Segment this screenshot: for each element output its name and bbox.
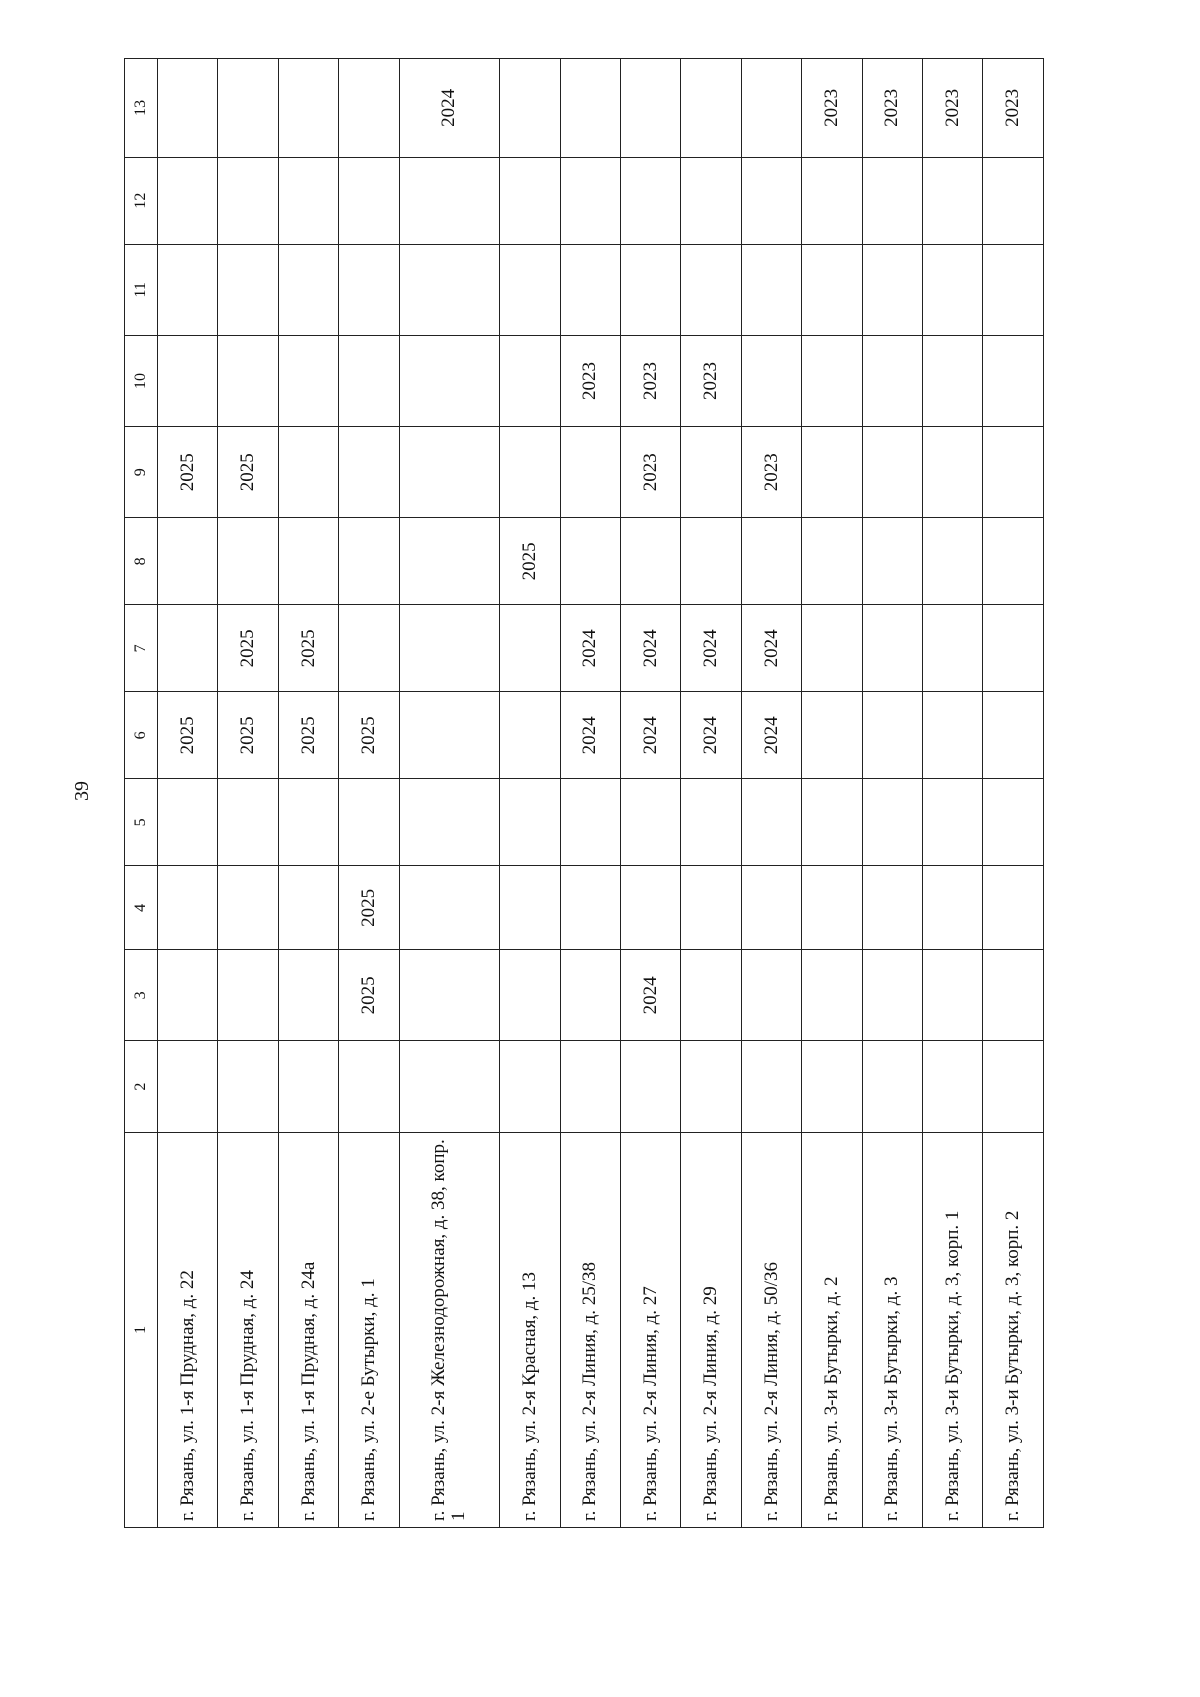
- year-cell-col-11: [862, 244, 922, 335]
- year-cell-col-11: [399, 244, 499, 335]
- year-cell-col-11: [983, 244, 1044, 335]
- year-cell-col-5: [158, 779, 218, 866]
- year-cell-col-13: [620, 59, 680, 158]
- column-header-5: 5: [125, 779, 158, 866]
- year-cell-col-8: [983, 518, 1044, 605]
- year-cell-col-11: [339, 244, 399, 335]
- address-cell: г. Рязань, ул. 2-я Линия, д. 27: [620, 1132, 680, 1527]
- year-cell-col-9: [278, 427, 338, 518]
- address-cell: г. Рязань, ул. 1-я Прудная, д. 24: [218, 1132, 278, 1527]
- table-row: [500, 59, 560, 1528]
- year-cell-col-13: [500, 59, 560, 158]
- address-cell: г. Рязань, ул. 2-я Красная, д. 13: [500, 1132, 560, 1527]
- year-cell-col-6: 2024: [560, 692, 620, 779]
- column-header-10: 10: [125, 335, 158, 426]
- table-row: [862, 59, 922, 1528]
- year-cell-col-2: [741, 1041, 801, 1132]
- column-header-4: 4: [125, 866, 158, 950]
- year-cell-col-5: [741, 779, 801, 866]
- year-cell-col-8: 2025: [500, 518, 560, 605]
- year-cell-col-9: [560, 427, 620, 518]
- year-cell-col-12: [741, 157, 801, 244]
- year-cell-col-9: [681, 427, 741, 518]
- column-header-8: 8: [125, 518, 158, 605]
- year-cell-col-4: 2025: [339, 866, 399, 950]
- year-cell-col-13: 2023: [862, 59, 922, 158]
- year-cell-col-6: [500, 692, 560, 779]
- year-cell-col-3: [923, 950, 983, 1041]
- year-cell-col-7: 2024: [741, 605, 801, 692]
- year-cell-col-8: [862, 518, 922, 605]
- table-row: [399, 59, 499, 1528]
- year-cell-col-4: [983, 866, 1044, 950]
- year-cell-col-11: [218, 244, 278, 335]
- schedule-table: [124, 58, 1044, 1528]
- year-cell-col-10: [862, 335, 922, 426]
- year-cell-col-7: 2024: [620, 605, 680, 692]
- year-cell-col-8: [560, 518, 620, 605]
- year-cell-col-9: [500, 427, 560, 518]
- year-cell-col-12: [500, 157, 560, 244]
- column-header-6: 6: [125, 692, 158, 779]
- address-cell: г. Рязань, ул. 2-я Линия, д. 25/38: [560, 1132, 620, 1527]
- year-cell-col-4: [278, 866, 338, 950]
- year-cell-col-2: [158, 1041, 218, 1132]
- year-cell-col-10: [339, 335, 399, 426]
- column-header-12: 12: [125, 157, 158, 244]
- year-cell-col-5: [923, 779, 983, 866]
- year-cell-col-7: 2025: [278, 605, 338, 692]
- year-cell-col-10: [500, 335, 560, 426]
- year-cell-col-10: [278, 335, 338, 426]
- header-row: [125, 59, 158, 1528]
- year-cell-col-10: 2023: [681, 335, 741, 426]
- year-cell-col-9: 2025: [218, 427, 278, 518]
- year-cell-col-7: [802, 605, 862, 692]
- year-cell-col-7: [923, 605, 983, 692]
- year-cell-col-11: [802, 244, 862, 335]
- year-cell-col-7: [983, 605, 1044, 692]
- address-cell: г. Рязань, ул. 1-я Прудная, д. 22: [158, 1132, 218, 1527]
- year-cell-col-10: 2023: [620, 335, 680, 426]
- year-cell-col-6: 2025: [218, 692, 278, 779]
- year-cell-col-12: [158, 157, 218, 244]
- page-number: 39: [71, 781, 93, 801]
- rotated-table-frame: [124, 58, 1044, 1528]
- year-cell-col-13: [278, 59, 338, 158]
- address-cell: г. Рязань, ул. 2-я Железнодорожная, д. 38, копр. 1: [399, 1132, 499, 1527]
- year-cell-col-9: 2023: [741, 427, 801, 518]
- year-cell-col-8: [399, 518, 499, 605]
- table-row: [278, 59, 338, 1528]
- table-row: [923, 59, 983, 1528]
- year-cell-col-6: [399, 692, 499, 779]
- year-cell-col-4: [500, 866, 560, 950]
- table-row: [802, 59, 862, 1528]
- column-header-3: 3: [125, 950, 158, 1041]
- year-cell-col-8: [218, 518, 278, 605]
- year-cell-col-3: [158, 950, 218, 1041]
- year-cell-col-2: [802, 1041, 862, 1132]
- address-cell: г. Рязань, ул. 3-и Бутырки, д. 3, корп. 2: [983, 1132, 1044, 1527]
- year-cell-col-11: [923, 244, 983, 335]
- year-cell-col-9: 2023: [620, 427, 680, 518]
- address-cell: г. Рязань, ул. 2-е Бутырки, д. 1: [339, 1132, 399, 1527]
- year-cell-col-13: 2023: [802, 59, 862, 158]
- year-cell-col-12: [339, 157, 399, 244]
- year-cell-col-11: [681, 244, 741, 335]
- column-header-2: 2: [125, 1041, 158, 1132]
- year-cell-col-6: [923, 692, 983, 779]
- year-cell-col-13: 2023: [983, 59, 1044, 158]
- year-cell-col-7: 2024: [560, 605, 620, 692]
- address-cell: г. Рязань, ул. 2-я Линия, д. 29: [681, 1132, 741, 1527]
- year-cell-col-7: [158, 605, 218, 692]
- year-cell-col-9: [339, 427, 399, 518]
- year-cell-col-12: [681, 157, 741, 244]
- year-cell-col-2: [862, 1041, 922, 1132]
- year-cell-col-4: [560, 866, 620, 950]
- column-header-13: 13: [125, 59, 158, 158]
- year-cell-col-3: [399, 950, 499, 1041]
- year-cell-col-7: 2024: [681, 605, 741, 692]
- year-cell-col-9: 2025: [158, 427, 218, 518]
- year-cell-col-3: 2025: [339, 950, 399, 1041]
- year-cell-col-12: [278, 157, 338, 244]
- table-row: [620, 59, 680, 1528]
- year-cell-col-5: [681, 779, 741, 866]
- year-cell-col-4: [923, 866, 983, 950]
- year-cell-col-5: [862, 779, 922, 866]
- year-cell-col-2: [983, 1041, 1044, 1132]
- year-cell-col-11: [500, 244, 560, 335]
- address-cell: г. Рязань, ул. 3-и Бутырки, д. 2: [802, 1132, 862, 1527]
- year-cell-col-13: 2023: [923, 59, 983, 158]
- year-cell-col-4: [399, 866, 499, 950]
- year-cell-col-3: 2024: [620, 950, 680, 1041]
- year-cell-col-4: [620, 866, 680, 950]
- year-cell-col-6: 2024: [741, 692, 801, 779]
- year-cell-col-6: 2025: [158, 692, 218, 779]
- year-cell-col-10: [741, 335, 801, 426]
- year-cell-col-13: [339, 59, 399, 158]
- year-cell-col-5: [560, 779, 620, 866]
- year-cell-col-6: [983, 692, 1044, 779]
- year-cell-col-5: [620, 779, 680, 866]
- year-cell-col-5: [218, 779, 278, 866]
- year-cell-col-12: [399, 157, 499, 244]
- year-cell-col-8: [339, 518, 399, 605]
- table-row: [218, 59, 278, 1528]
- year-cell-col-5: [278, 779, 338, 866]
- year-cell-col-12: [862, 157, 922, 244]
- year-cell-col-4: [802, 866, 862, 950]
- year-cell-col-13: [560, 59, 620, 158]
- year-cell-col-3: [560, 950, 620, 1041]
- year-cell-col-11: [741, 244, 801, 335]
- year-cell-col-5: [500, 779, 560, 866]
- year-cell-col-5: [802, 779, 862, 866]
- table-row: [983, 59, 1044, 1528]
- year-cell-col-3: [278, 950, 338, 1041]
- year-cell-col-2: [560, 1041, 620, 1132]
- year-cell-col-10: [218, 335, 278, 426]
- year-cell-col-6: 2024: [620, 692, 680, 779]
- table-body: [158, 59, 1044, 1528]
- year-cell-col-11: [620, 244, 680, 335]
- year-cell-col-12: [620, 157, 680, 244]
- year-cell-col-6: 2025: [278, 692, 338, 779]
- year-cell-col-12: [802, 157, 862, 244]
- year-cell-col-13: [681, 59, 741, 158]
- year-cell-col-10: [158, 335, 218, 426]
- year-cell-col-4: [741, 866, 801, 950]
- year-cell-col-10: 2023: [560, 335, 620, 426]
- year-cell-col-8: [620, 518, 680, 605]
- year-cell-col-2: [923, 1041, 983, 1132]
- year-cell-col-3: [218, 950, 278, 1041]
- table-row: [158, 59, 218, 1528]
- year-cell-col-6: 2024: [681, 692, 741, 779]
- year-cell-col-2: [218, 1041, 278, 1132]
- year-cell-col-7: [399, 605, 499, 692]
- year-cell-col-9: [802, 427, 862, 518]
- year-cell-col-9: [983, 427, 1044, 518]
- table-row: [560, 59, 620, 1528]
- table-row: [741, 59, 801, 1528]
- address-cell: г. Рязань, ул. 1-я Прудная, д. 24а: [278, 1132, 338, 1527]
- year-cell-col-13: 2024: [399, 59, 499, 158]
- year-cell-col-2: [339, 1041, 399, 1132]
- year-cell-col-5: [339, 779, 399, 866]
- year-cell-col-5: [399, 779, 499, 866]
- year-cell-col-3: [983, 950, 1044, 1041]
- column-header-7: 7: [125, 605, 158, 692]
- year-cell-col-3: [500, 950, 560, 1041]
- column-header-11: 11: [125, 244, 158, 335]
- year-cell-col-2: [500, 1041, 560, 1132]
- year-cell-col-11: [560, 244, 620, 335]
- year-cell-col-12: [560, 157, 620, 244]
- year-cell-col-9: [862, 427, 922, 518]
- year-cell-col-10: [802, 335, 862, 426]
- year-cell-col-13: [158, 59, 218, 158]
- year-cell-col-2: [278, 1041, 338, 1132]
- table-row: [339, 59, 399, 1528]
- year-cell-col-11: [278, 244, 338, 335]
- year-cell-col-12: [983, 157, 1044, 244]
- address-cell: г. Рязань, ул. 2-я Линия, д. 50/36: [741, 1132, 801, 1527]
- year-cell-col-6: [862, 692, 922, 779]
- year-cell-col-10: [399, 335, 499, 426]
- year-cell-col-7: [339, 605, 399, 692]
- year-cell-col-12: [923, 157, 983, 244]
- year-cell-col-3: [681, 950, 741, 1041]
- year-cell-col-7: [862, 605, 922, 692]
- year-cell-col-7: [500, 605, 560, 692]
- year-cell-col-8: [278, 518, 338, 605]
- column-header-9: 9: [125, 427, 158, 518]
- year-cell-col-2: [399, 1041, 499, 1132]
- year-cell-col-8: [802, 518, 862, 605]
- year-cell-col-2: [681, 1041, 741, 1132]
- year-cell-col-10: [983, 335, 1044, 426]
- year-cell-col-10: [923, 335, 983, 426]
- year-cell-col-3: [741, 950, 801, 1041]
- table-row: [681, 59, 741, 1528]
- year-cell-col-8: [923, 518, 983, 605]
- year-cell-col-3: [862, 950, 922, 1041]
- year-cell-col-8: [741, 518, 801, 605]
- year-cell-col-4: [218, 866, 278, 950]
- year-cell-col-6: 2025: [339, 692, 399, 779]
- year-cell-col-9: [399, 427, 499, 518]
- address-cell: г. Рязань, ул. 3-и Бутырки, д. 3, корп. 1: [923, 1132, 983, 1527]
- year-cell-col-8: [681, 518, 741, 605]
- year-cell-col-8: [158, 518, 218, 605]
- year-cell-col-3: [802, 950, 862, 1041]
- year-cell-col-4: [158, 866, 218, 950]
- year-cell-col-13: [741, 59, 801, 158]
- year-cell-col-4: [681, 866, 741, 950]
- year-cell-col-11: [158, 244, 218, 335]
- table-container: [124, 58, 1044, 1528]
- address-cell: г. Рязань, ул. 3-и Бутырки, д. 3: [862, 1132, 922, 1527]
- year-cell-col-9: [923, 427, 983, 518]
- year-cell-col-7: 2025: [218, 605, 278, 692]
- year-cell-col-12: [218, 157, 278, 244]
- column-header-1: 1: [125, 1132, 158, 1527]
- year-cell-col-13: [218, 59, 278, 158]
- year-cell-col-4: [862, 866, 922, 950]
- year-cell-col-6: [802, 692, 862, 779]
- year-cell-col-5: [983, 779, 1044, 866]
- year-cell-col-2: [620, 1041, 680, 1132]
